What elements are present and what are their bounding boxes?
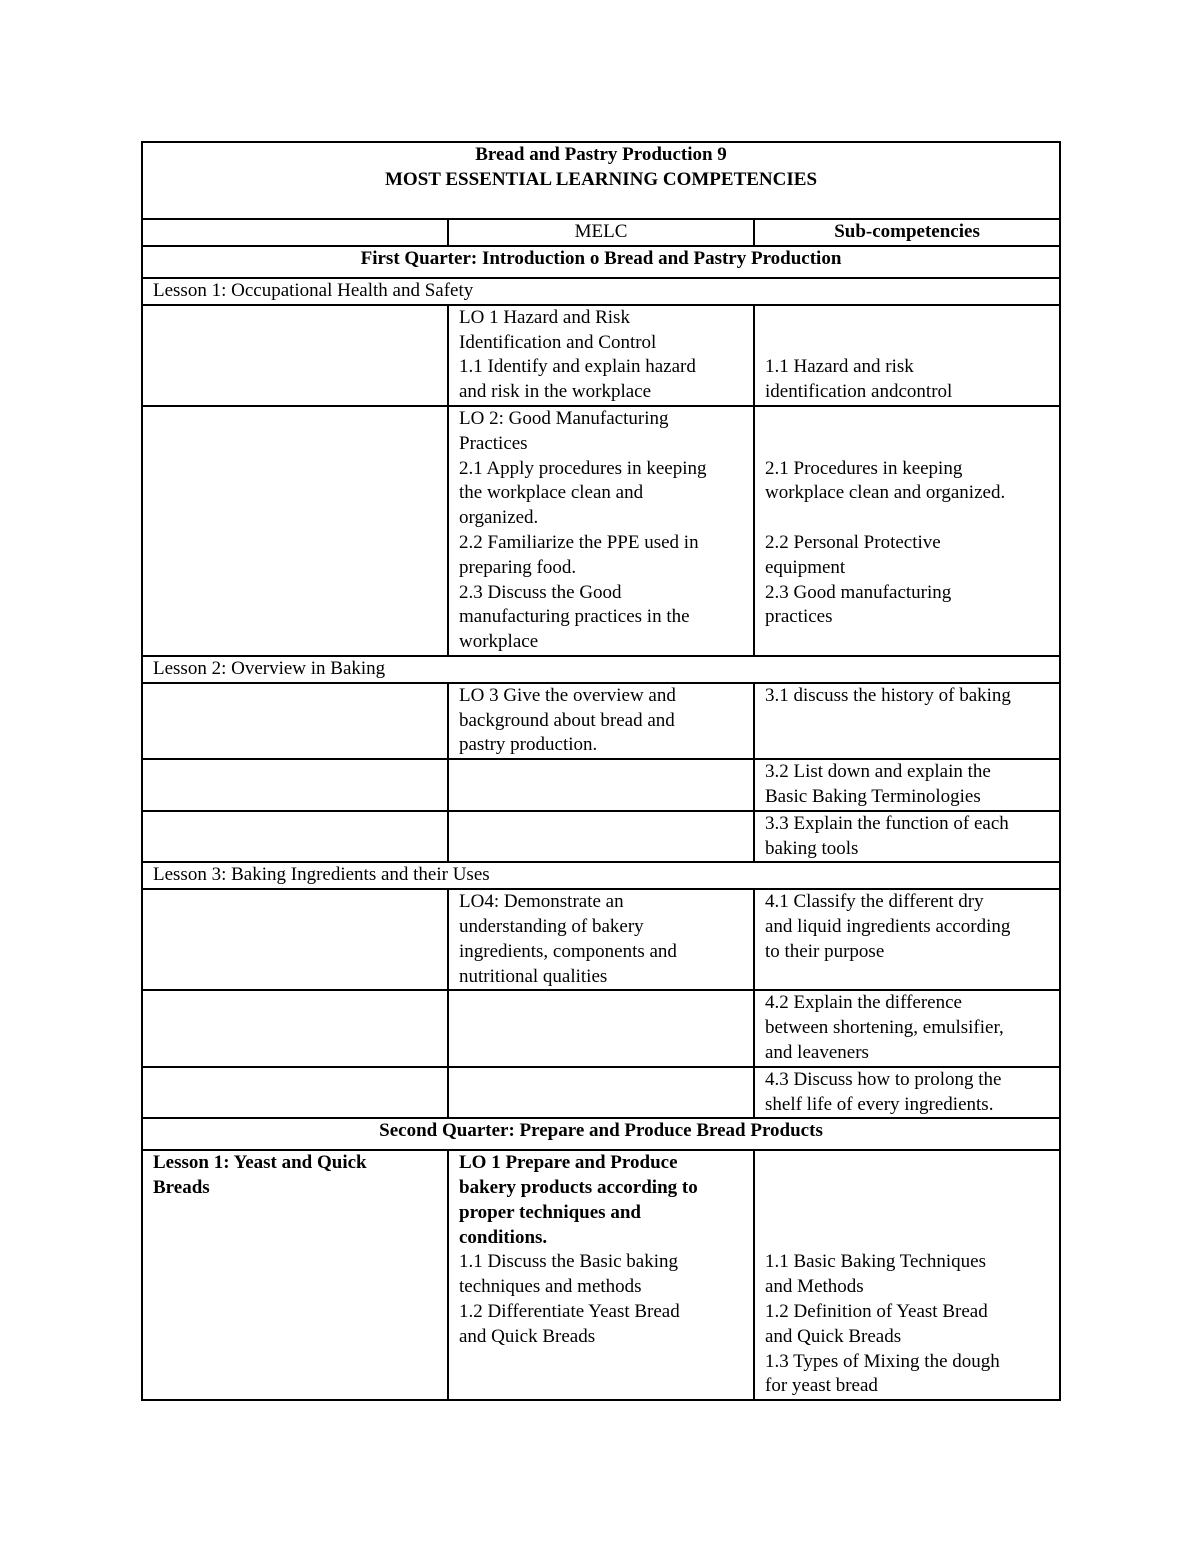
lesson-cell: [142, 406, 448, 656]
lesson-row: [142, 656, 1060, 683]
lesson-cell: [142, 683, 448, 759]
melc-line: Identification and Control: [459, 331, 657, 353]
melc-cell: [448, 1150, 754, 1400]
sub-cell: [754, 759, 1060, 811]
sub-cell: [754, 305, 1060, 406]
melc-line: LO 2: Good Manufacturing: [459, 407, 669, 429]
sub-cell: [754, 889, 1060, 990]
melc-cell: [448, 811, 754, 863]
sub-line: 2.2 Personal Protective: [765, 531, 941, 553]
melc-cell: [448, 305, 754, 406]
header-melc: MELC: [448, 219, 754, 246]
sub-cell: [754, 811, 1060, 863]
header-sub-competencies: Sub-competencies: [754, 219, 1060, 246]
header-blank: [142, 219, 448, 246]
sub-line: to their purpose: [765, 940, 885, 962]
table-row: [142, 889, 1060, 990]
table-row: [142, 811, 1060, 863]
table-row: [142, 990, 1060, 1066]
melc-line: the workplace clean and: [459, 482, 644, 504]
lesson-3-title: Lesson 3: Baking Ingredients and their Uses: [142, 862, 1060, 889]
table-row: [142, 683, 1060, 759]
sub-line: and Methods: [765, 1276, 864, 1298]
melc-line: preparing food.: [459, 556, 577, 578]
melc-line: workplace: [459, 631, 539, 653]
table-row: [142, 1150, 1060, 1400]
sub-line: 1.1 Basic Baking Techniques: [765, 1251, 987, 1273]
melc-line: techniques and methods: [459, 1276, 642, 1298]
lesson-title-line: Lesson 1: Yeast and Quick: [153, 1152, 367, 1174]
lesson-cell: [142, 1150, 448, 1400]
sub-line: 3.3 Explain the function of each: [765, 812, 1009, 834]
lesson-1-title: Lesson 1: Occupational Health and Safety: [142, 278, 1060, 305]
sub-line: workplace clean and organized.: [765, 482, 1006, 504]
melc-line: 1.1 Identify and explain hazard: [459, 356, 696, 378]
melc-line: 2.2 Familiarize the PPE used in: [459, 531, 699, 553]
melc-line: 1.1 Discuss the Basic baking: [459, 1251, 679, 1273]
melc-line: manufacturing practices in the: [459, 606, 690, 628]
melc-line: understanding of bakery: [459, 915, 644, 937]
table-row: [142, 406, 1060, 656]
quarter-row: [142, 246, 1060, 278]
sub-line: 4.2 Explain the difference: [765, 992, 962, 1014]
sub-cell: [754, 683, 1060, 759]
sub-line: Basic Baking Terminologies: [765, 785, 981, 807]
melc-line: 1.2 Differentiate Yeast Bread: [459, 1301, 680, 1323]
lesson-cell: [142, 305, 448, 406]
melc-line: conditions.: [459, 1226, 548, 1248]
lesson-cell: [142, 1067, 448, 1119]
sub-line: for yeast bread: [765, 1375, 878, 1397]
title-line-1: Bread and Pastry Production 9: [475, 144, 727, 165]
lesson-cell: [142, 759, 448, 811]
melc-line: and risk in the workplace: [459, 381, 652, 403]
melc-line: bakery products according to: [459, 1177, 698, 1199]
document-title: [142, 142, 1060, 219]
melc-line: nutritional qualities: [459, 965, 608, 987]
melc-cell: [448, 683, 754, 759]
lesson-cell: [142, 990, 448, 1066]
table-row: [142, 305, 1060, 406]
competencies-table: [141, 141, 1061, 1401]
melc-line: and Quick Breads: [459, 1325, 596, 1347]
melc-cell: [448, 406, 754, 656]
sub-line: 4.1 Classify the different dry: [765, 891, 984, 913]
sub-line: and liquid ingredients according: [765, 915, 1011, 937]
sub-cell: [754, 990, 1060, 1066]
lesson-row: [142, 862, 1060, 889]
sub-line: 1.2 Definition of Yeast Bread: [765, 1301, 988, 1323]
lesson-row: [142, 278, 1060, 305]
header-row: [142, 219, 1060, 246]
table-row: [142, 1067, 1060, 1119]
sub-line: baking tools: [765, 837, 859, 859]
melc-line: LO 1 Prepare and Produce: [459, 1152, 678, 1174]
sub-line: between shortening, emulsifier,: [765, 1017, 1004, 1039]
melc-line: 2.1 Apply procedures in keeping: [459, 457, 707, 479]
sub-line: and leaveners: [765, 1041, 869, 1063]
sub-line: identification andcontrol: [765, 381, 953, 403]
title-row: [142, 142, 1060, 219]
melc-cell: [448, 889, 754, 990]
melc-line: Practices: [459, 432, 528, 454]
melc-cell: [448, 1067, 754, 1119]
lesson-2-title: Lesson 2: Overview in Baking: [142, 656, 1060, 683]
sub-line: 1.1 Hazard and risk: [765, 356, 914, 378]
melc-cell: [448, 759, 754, 811]
sub-line: 2.3 Good manufacturing: [765, 581, 952, 603]
lesson-title-line: Breads: [153, 1177, 210, 1199]
sub-line: 3.2 List down and explain the: [765, 761, 991, 783]
sub-line: equipment: [765, 556, 846, 578]
sub-line: 3.1 discuss the history of baking: [765, 684, 1011, 706]
sub-cell: [754, 406, 1060, 656]
second-quarter-title: Second Quarter: Prepare and Produce Bread Products: [142, 1118, 1060, 1150]
lesson-cell: [142, 889, 448, 990]
melc-line: organized.: [459, 507, 539, 529]
sub-line: 2.1 Procedures in keeping: [765, 457, 963, 479]
sub-cell: [754, 1067, 1060, 1119]
melc-line: ingredients, components and: [459, 940, 677, 962]
melc-line: LO4: Demonstrate an: [459, 891, 624, 913]
sub-line: practices: [765, 606, 833, 628]
melc-line: background about bread and: [459, 709, 675, 731]
title-line-2: MOST ESSENTIAL LEARNING COMPETENCIES: [385, 168, 818, 190]
first-quarter-title: First Quarter: Introduction o Bread and Pastry Production: [142, 246, 1060, 278]
melc-line: proper techniques and: [459, 1201, 641, 1223]
sub-line: and Quick Breads: [765, 1325, 902, 1347]
melc-line: pastry production.: [459, 734, 598, 756]
melc-cell: [448, 990, 754, 1066]
melc-line: LO 3 Give the overview and: [459, 684, 676, 706]
quarter-row: [142, 1118, 1060, 1150]
melc-line: LO 1 Hazard and Risk: [459, 306, 630, 328]
sub-line: 4.3 Discuss how to prolong the: [765, 1068, 1002, 1090]
sub-line: shelf life of every ingredients.: [765, 1093, 994, 1115]
melc-line: 2.3 Discuss the Good: [459, 581, 622, 603]
table-row: [142, 759, 1060, 811]
sub-cell: [754, 1150, 1060, 1400]
lesson-cell: [142, 811, 448, 863]
sub-line: 1.3 Types of Mixing the dough: [765, 1350, 1000, 1372]
